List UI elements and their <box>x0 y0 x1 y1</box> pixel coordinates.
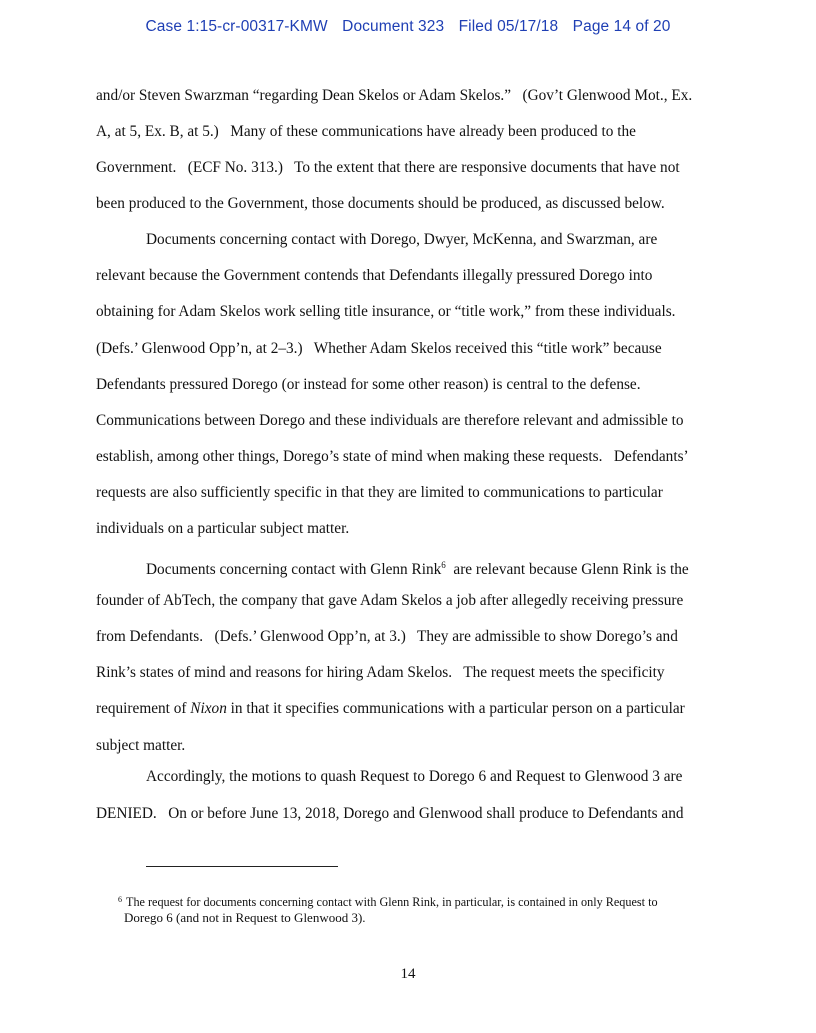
paragraph-line: subject matter. <box>96 737 186 754</box>
paragraph-line: Defendants pressured Dorego (or instead for some other reason) is central to the defense. <box>96 376 641 393</box>
paragraph-line: relevant because the Government contends that Defendants illegally pressured Dorego into <box>96 267 653 284</box>
case-header <box>0 18 816 36</box>
page-count: Page 14 of 20 <box>572 18 671 35</box>
paragraph-line: and/or Steven Swarzman “regarding Dean Skelos or Adam Skelos.” (Gov’t Glenwood Mot., Ex. <box>96 87 693 104</box>
paragraph-line: A, at 5, Ex. B, at 5.) Many of these communications have already been produced to the <box>96 123 636 140</box>
paragraph-line: founder of AbTech, the company that gave Adam Skelos a job after allegedly receiving pressure <box>96 592 684 609</box>
paragraph-line: establish, among other things, Dorego’s state of mind when making these requests. Defendants’ <box>96 448 689 465</box>
paragraph-line <box>146 556 786 579</box>
paragraph-line: Documents concerning contact with Dorego, Dwyer, McKenna, and Swarzman, are <box>146 231 658 248</box>
footnote-reference[interactable]: 6 <box>441 560 446 570</box>
paragraph-line: individuals on a particular subject matter. <box>96 520 350 537</box>
text-run: in that it specifies communications with a particular person on a particular <box>226 700 685 717</box>
case-citation: Nixon <box>190 700 227 717</box>
paragraph-line: obtaining for Adam Skelos work selling title insurance, or “title work,” from these individuals. <box>96 303 676 320</box>
paragraph-line: Accordingly, the motions to quash Request to Dorego 6 and Request to Glenwood 3 are <box>146 768 683 785</box>
case-number: Case 1:15-cr-00317-KMW <box>145 18 328 35</box>
paragraph-line: DENIED. On or before June 13, 2018, Dorego and Glenwood shall produce to Defendants and <box>96 805 684 822</box>
paragraph-line: Government. (ECF No. 313.) To the extent that there are responsive documents that have not <box>96 159 680 176</box>
paragraph-line: from Defendants. (Defs.’ Glenwood Opp’n, at 3.) They are admissible to show Dorego’s and <box>96 628 678 645</box>
paragraph-line: Communications between Dorego and these individuals are therefore relevant and admissible to <box>96 412 684 429</box>
footnote-continuation: Dorego 6 (and not in Request to Glenwood 3). <box>124 910 366 925</box>
paragraph-line: (Defs.’ Glenwood Opp’n, at 2–3.) Whether Adam Skelos received this “title work” because <box>96 340 662 357</box>
footnote-text: The request for documents concerning contact with Glenn Rink, in particular, is contained in only Request to <box>126 895 658 909</box>
footnote-divider <box>146 866 338 867</box>
paragraph-line: Rink’s states of mind and reasons for hiring Adam Skelos. The request meets the specificity <box>96 664 665 681</box>
text-run: are relevant because Glenn Rink is the <box>445 561 689 578</box>
footnote <box>118 893 738 909</box>
paragraph-line: requests are also sufficiently specific in that they are limited to communications to particular <box>96 484 663 501</box>
paragraph-line: been produced to the Government, those documents should be produced, as discussed below. <box>96 195 665 212</box>
text-run: Documents concerning contact with Glenn Rink <box>146 561 442 578</box>
paragraph-line <box>96 700 736 718</box>
page-number: 14 <box>400 966 416 982</box>
text-run: requirement of <box>96 700 191 717</box>
footnote-marker: 6 <box>118 895 122 904</box>
document-number: Document 323 <box>342 18 445 35</box>
filed-date: Filed 05/17/18 <box>458 18 559 35</box>
